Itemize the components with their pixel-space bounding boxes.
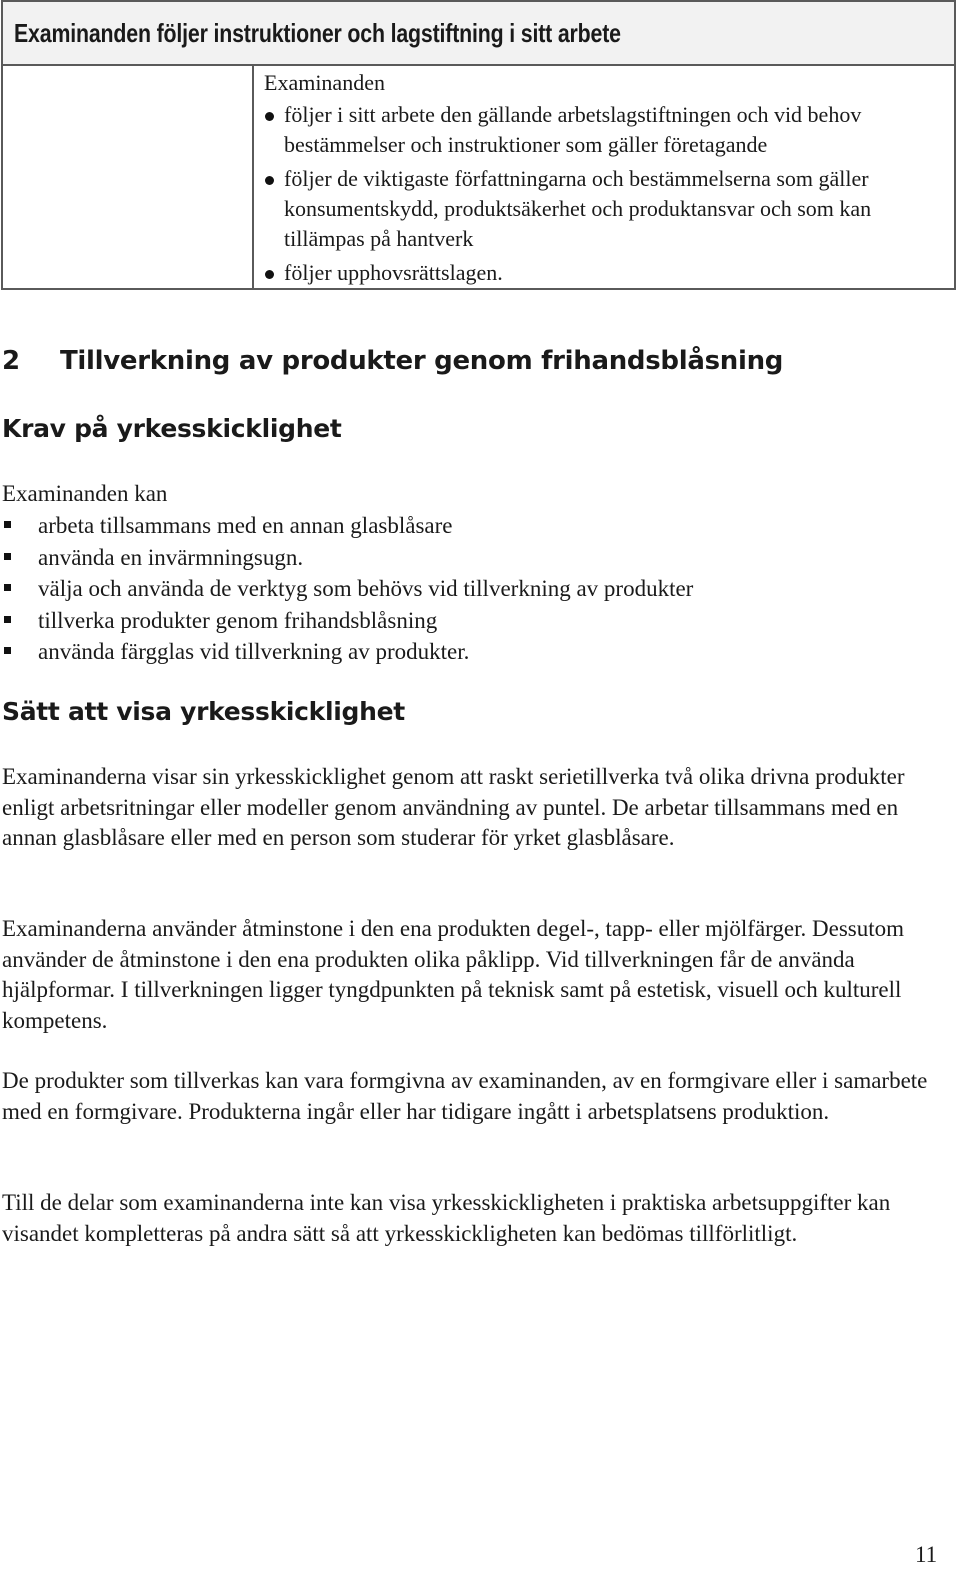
page-number: 11: [915, 1542, 938, 1567]
bullet-icon: [265, 270, 274, 279]
criteria-intro: Examinanden: [264, 70, 385, 95]
list-item: välja och använda de verktyg som behövs vid tillverkning av produkter: [2, 573, 693, 605]
demonstration-paragraph: Examinanderna använder åtminstone i den ena produkten degel-, tapp- eller mjölfärger. Dessutom använder de åtminstone i den ena produkten olika påklipp. Vid tillverkningen får de använda hjälpformar. I tillverkningen ligger tyngdpunkten på teknisk samt på estetisk, visuell och kulturell kompetens.: [2, 916, 905, 1033]
square-bullet-icon: [4, 616, 11, 623]
criteria-item: följer i sitt arbete den gällande arbetslagstiftningen och vid behov bestämmelser och instruktioner som gäller företagande: [254, 100, 944, 160]
criteria-table-body: [3, 66, 954, 288]
skill-requirements-intro: Examinanden kan: [2, 481, 168, 506]
demonstration-paragraph: Examinanderna visar sin yrkesskicklighet genom att raskt serietillverka två olika drivna produkter enligt arbetsritningar eller modeller genom användning av puntel. De arbetar tillsammans med en annan glasblåsare eller med en person som studerar för yrket glasblåsare.: [2, 764, 905, 850]
criteria-table-right-cell: [254, 66, 954, 288]
section-number: 2: [2, 346, 20, 376]
skill-requirements-list: [2, 510, 693, 668]
criteria-list: [254, 100, 944, 292]
bullet-icon: [265, 176, 274, 185]
demonstration-paragraph: Till de delar som examinanderna inte kan visa yrkesskickligheten i praktiska arbetsuppgifter kan visandet kompletteras på andra sätt så att yrkesskickligheten kan bedömas tillförlitligt.: [2, 1190, 891, 1246]
criteria-table-left-cell: [3, 66, 254, 288]
list-item: tillverka produkter genom frihandsblåsning: [2, 605, 693, 637]
demonstration-heading: Sätt att visa yrkesskicklighet: [2, 697, 405, 726]
section-heading: [2, 346, 783, 376]
criteria-item: följer upphovsrättslagen.: [254, 258, 944, 288]
bullet-icon: [265, 112, 274, 121]
square-bullet-icon: [4, 553, 11, 560]
square-bullet-icon: [4, 521, 11, 528]
list-item: arbeta tillsammans med en annan glasblåsare: [2, 510, 693, 542]
section-title: Tillverkning av produkter genom frihandsblåsning: [60, 346, 784, 376]
criteria-table: [1, 0, 956, 290]
list-item: använda färgglas vid tillverkning av produkter.: [2, 636, 693, 668]
criteria-table-header: [3, 2, 954, 66]
demonstration-paragraph: De produkter som tillverkas kan vara formgivna av examinanden, av en formgivare eller i samarbete med en formgivare. Produkterna ingår eller har tidigare ingått i arbetsplatsens produktion.: [2, 1068, 928, 1124]
criteria-item: följer de viktigaste författningarna och bestämmelserna som gäller konsumentskydd, produktsäkerhet och produktansvar och som kan tillämpas på hantverk: [254, 164, 944, 254]
list-item: använda en invärmningsugn.: [2, 542, 693, 574]
criteria-table-title: Examinanden följer instruktioner och lagstiftning i sitt arbete: [14, 17, 621, 48]
square-bullet-icon: [4, 647, 11, 654]
skill-requirements-heading: Krav på yrkesskicklighet: [2, 414, 342, 443]
square-bullet-icon: [4, 584, 11, 591]
